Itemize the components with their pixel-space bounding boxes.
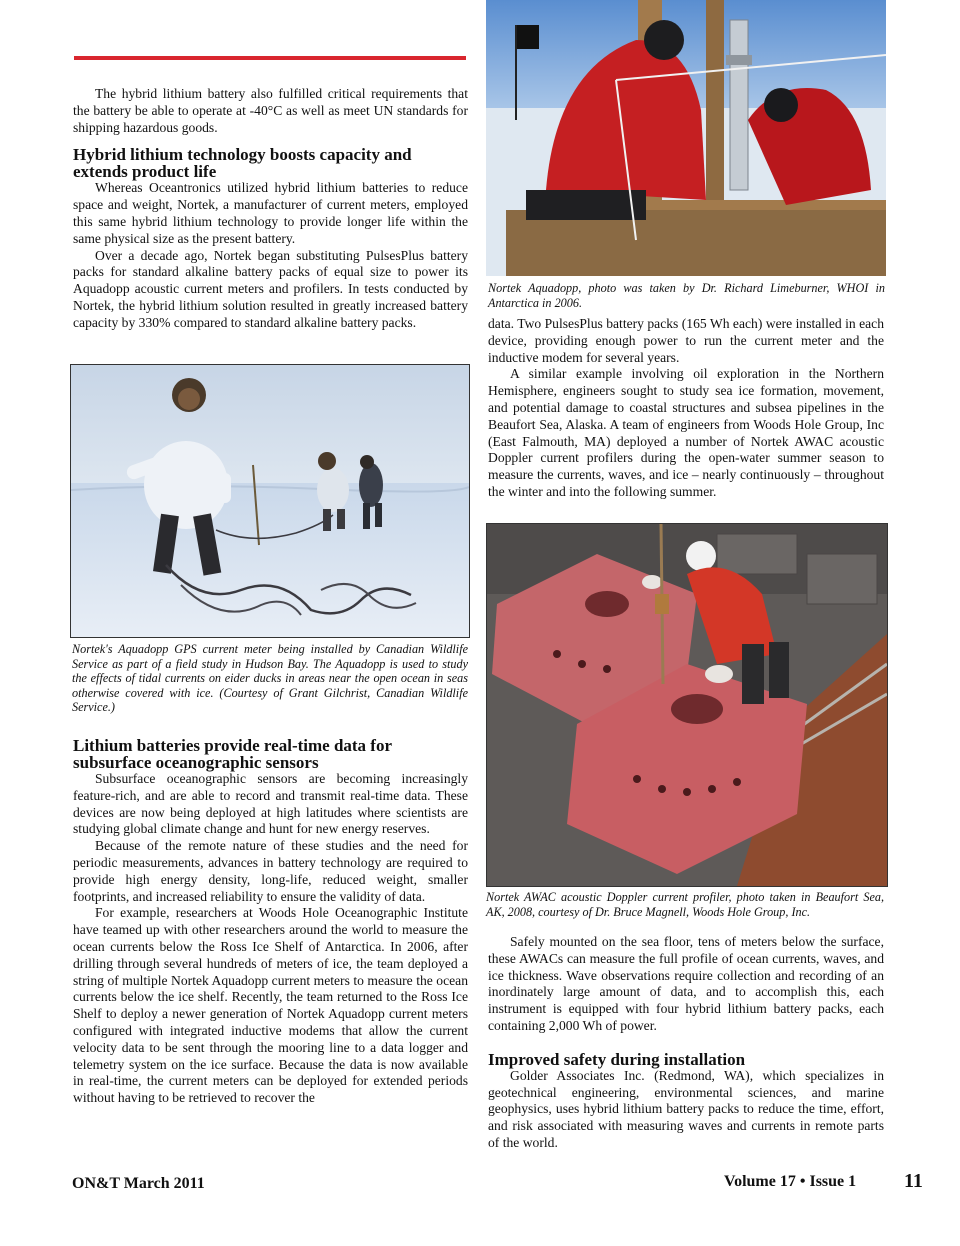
footer-publication: ON&T March 2011 [72,1175,205,1192]
paragraph-oceantronics: Whereas Oceantronics utilized hybrid lithium batteries to reduce space and weight, Nortek, a manufacturer of current meters, employed this same hybrid lithium technology to provide longer life within the same physical size as the present battery. [73,180,468,246]
paragraph-safely-mounted: Safely mounted on the sea floor, tens of meters below the surface, these AWACs can measure the full profile of ocean currents, waves, and ice thickness. Wave observations require collection and recording of an inordinately large amount of data, and to accomplish this, each instrument is equipped with four hybrid lithium battery packs, each containing 2,000 Wh of power. [488,934,884,1033]
left-column-top [73,86,468,332]
right-column-middle [488,316,884,501]
paragraph-remote-nature: Because of the remote nature of these studies and the need for periodic measurements, advances in battery technology are required to provide high energy density, long-life, reduced weight, smaller footprints, and increased reliability to ensure the validity of data. [73,838,468,904]
accent-rule [74,56,466,60]
intro-paragraph: The hybrid lithium battery also fulfilled critical requirements that the battery be able to operate at -40°C as well as meet UN standards for shipping hazardous goods. [73,86,468,135]
photo-beaufort-sea [486,523,888,887]
caption-antarctica: Nortek Aquadopp, photo was taken by Dr. Richard Limeburner, WHOI in Antarctica in 2006. [488,281,885,310]
caption-hudson-bay: Nortek's Aquadopp GPS current meter being installed by Canadian Wildlife Service as part of a field study in Hudson Bay. The Aquadopp is used to study the effects of tidal currents on eider ducks in areas near the open ocean in seas otherwise covered with ice. (Courtesy of Grant Gilchrist, Canadian Wildlife Service.) [72,642,468,714]
caption-beaufort-sea: Nortek AWAC acoustic Doppler current profiler, photo taken in Beaufort Sea, AK, 2008, courtesy of Dr. Bruce Magnell, Woods Hole Group, Inc. [486,890,884,919]
photo-hudson-bay [70,364,470,638]
paragraph-woods-hole: For example, researchers at Woods Hole Oceanographic Institute have teamed up with other researchers around the world to measure the ocean currents below the Ross Ice Shelf of Antarctica. In 2006, after drilling through several hundreds of meters of ice, the team deployed a string of multiple Nortek Aquadopp current meters to measure the ocean currents below the ice shelf. Recently, the team returned to the Ross Ice Shelf to deploy a newer generation of Nortek Aquadopp current meters configured with integrated inductive modems that allow the current velocity data to be sent through the mooring line to a data logger and telemetry system on the ice surface. Because the data is now available in real-time, the current meters can be deployed for extended periods without having to be retrieved to recover the [73,905,468,1106]
photo-antarctica [486,0,886,276]
section-heading-improved-safety: Improved safety during installation [488,1049,746,1069]
section-heading-lithium-realtime: Lithium batteries provide real-time data for subsurface oceanographic sensors [73,736,392,772]
paragraph-decade-ago: Over a decade ago, Nortek began substituting PulsesPlus battery packs for standard alkaline battery packs of equal size to power its Aquadopp acoustic current meters and profilers. In tests conducted by Nortek, the hybrid lithium solution resulted in greatly increased battery capacity by 330% compared to standard alkaline battery packs. [73,247,468,330]
section-heading-hybrid: Hybrid lithium technology boosts capacity and extends product life [73,145,412,182]
paragraph-continued-data: data. Two PulsesPlus battery packs (165 Wh each) were installed in each device, providing enough power to run the current meter and the inductive modem for several years. [488,316,884,365]
paragraph-similar-example: A similar example involving oil exploration in the Northern Hemisphere, engineers sought to study sea ice formation, movement, and potential damage to coastal structures and subsea pipelines in the Beaufort Sea, Alaska. A team of engineers from Woods Hole Group, Inc (East Falmouth, MA) deployed a number of Nortek AWAC acoustic Doppler current profilers during the open-water summer season to measure the currents, waves, and ice – nearly continuously – throughout the winter and into the following summer. [488,366,884,499]
paragraph-golder: Golder Associates Inc. (Redmond, WA), which specializes in geotechnical engineering, environmental sciences, and marine geophysics, uses hybrid lithium battery packs to reduce the time, effort, and risk associated with measuring waves and currents in remote parts of the world. [488,1067,884,1150]
right-column-bottom [488,934,884,1152]
page-number: 11 [904,1170,923,1192]
left-column-bottom [73,727,468,1107]
footer-volume: Volume 17 • Issue 1 [724,1173,857,1190]
paragraph-subsurface: Subsurface oceanographic sensors are becoming increasingly feature-rich, and are able to record and transmit real-time data. These devices are now being deployed at high latitudes where scientists are studying global climate change and hunt for new energy reserves. [73,771,468,837]
